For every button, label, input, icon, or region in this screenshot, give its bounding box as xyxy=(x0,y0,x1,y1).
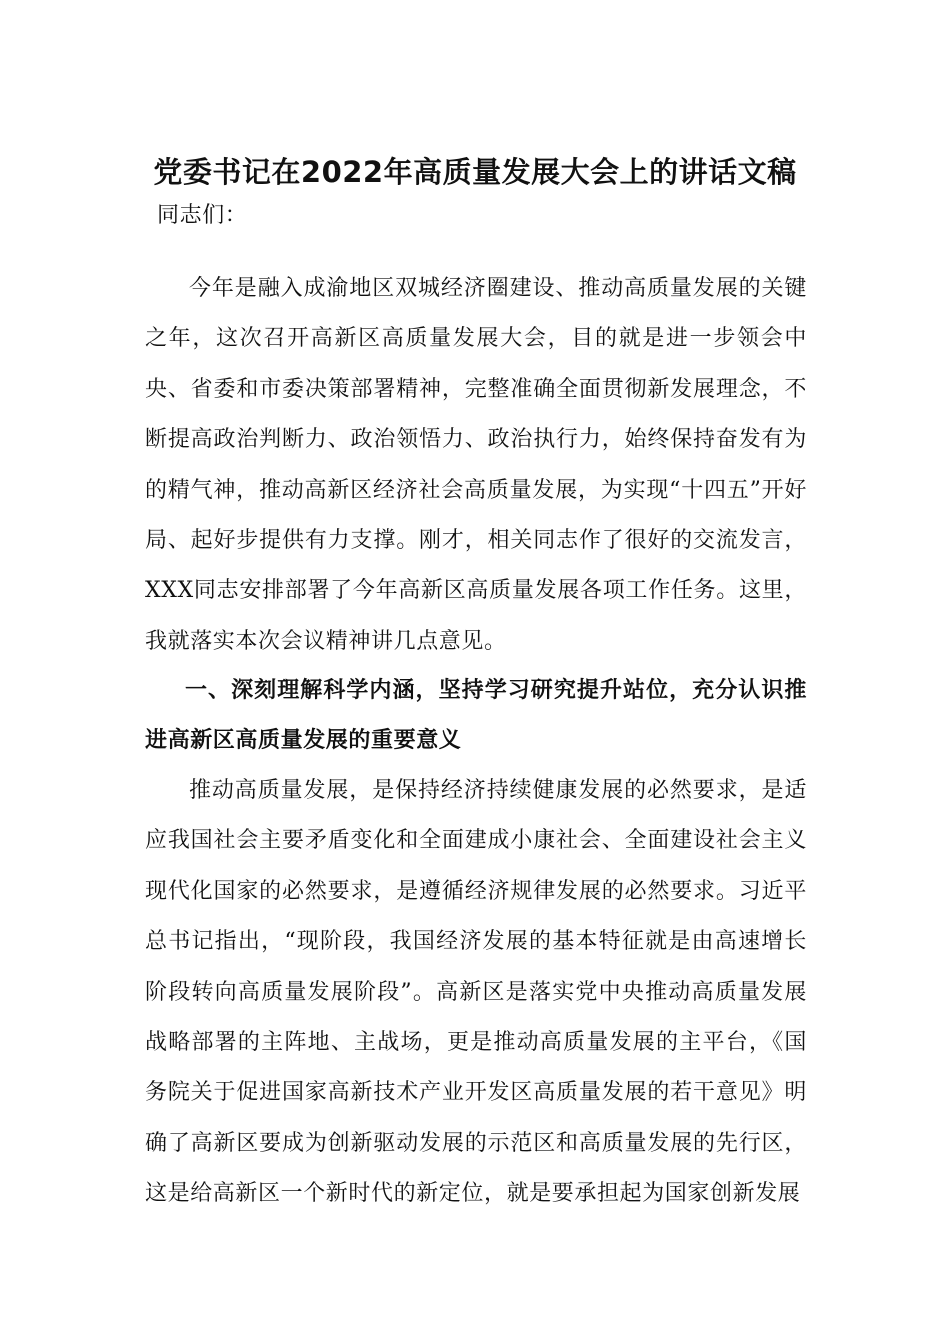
paragraph-intro: 今年是融入成渝地区双城经济圈建设、推动高质量发展的关键之年，这次召开高新区高质量发展大会，目的就是进一步领会中央、省委和市委决策部署精神，完整准确全面贯彻新发展理念，不断提高政治判断力、政治领悟力、政治执行力，始终保持奋发有为的精气神，推动高新区经济社会高质量发展，为实现“十四五”开好局、起好步提供有力支撑。刚才，相关同志作了很好的交流发言，XXX同志安排部署了今年高新区高质量发展各项工作任务。这里，我就落实本次会议精神讲几点意见。 xyxy=(145,276,807,654)
section-heading-1: 一、深刻理解科学内涵，坚持学习研究提升站位，充分认识推进高新区高质量发展的重要意义 xyxy=(145,678,807,754)
paragraph-section-1: 推动高质量发展，是保持经济持续健康发展的必然要求，是适应我国社会主要矛盾变化和全面建成小康社会、全面建设社会主义现代化国家的必然要求，是遵循经济规律发展的必然要求。习近平总书记指出，“现阶段，我国经济发展的基本特征就是由高速增长阶段转向高质量发展阶段”。高新区是落实党中央推动高质量发展战略部署的主阵地、主战场，更是推动高质量发展的主平台，《国务院关于促进国家高新技术产业开发区高质量发展的若干意见》明确了高新区要成为创新驱动发展的示范区和高质量发展的先行区，这是给高新区一个新时代的新定位，就是要承担起为国家创新发展 xyxy=(145,778,807,1207)
document-title: 党委书记在2022年高质量发展大会上的讲话文稿 xyxy=(153,155,797,189)
salutation: 同志们： xyxy=(157,203,248,228)
